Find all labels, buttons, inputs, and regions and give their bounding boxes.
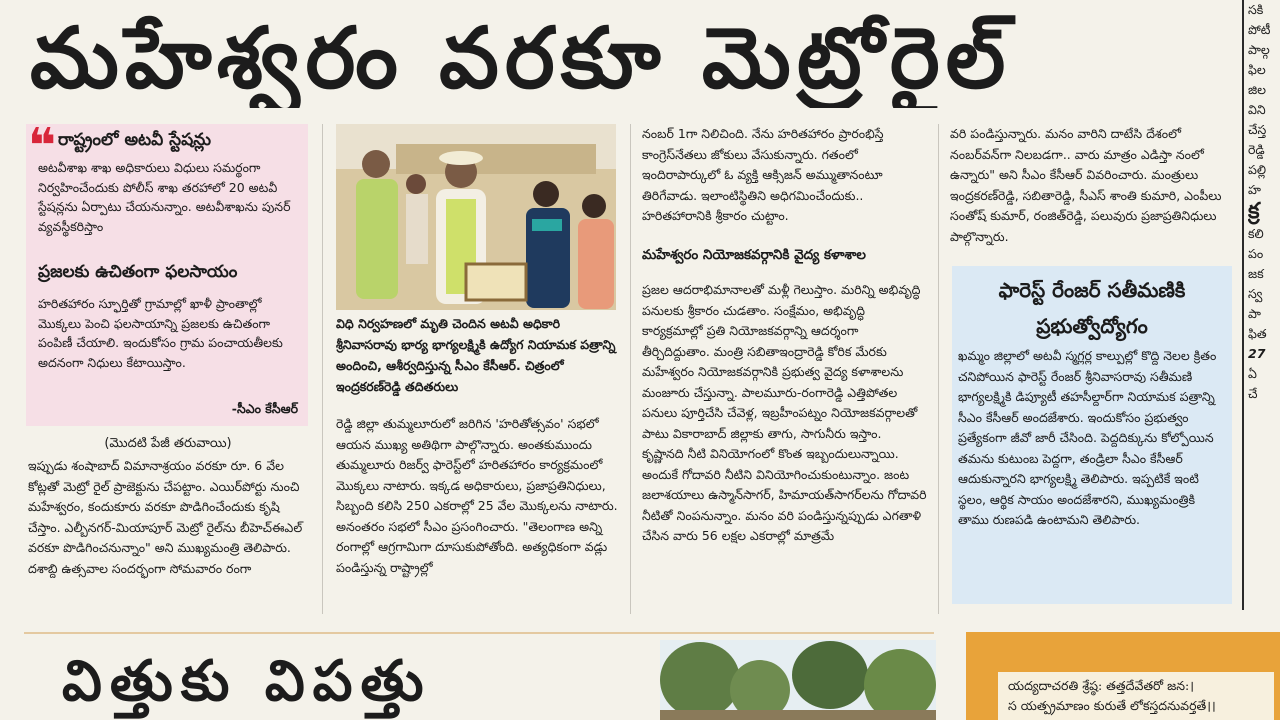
sidebar-box-title: రాష్ట్రంలో అటవీ స్టేషన్లు [58, 130, 212, 150]
sidebar-box-para2: హరితహారం స్ఫూర్తితో గ్రామాల్లో ఖాళీ ప్రాంతాల్లో మొక్కలు పెంచి ఫలసాయాన్ని ప్రజలకు ఉచితంగా పంపిణీ చేయాలి. ఇందుకోసం గ్రామ పంచాయతీలకు అదనంగా నిధులు కేటాయిస్తాం. [38, 296, 283, 370]
adjacent-article-strip: సకి పోటీ పాల్గ ఫిల జిల విని చేస్త రెడ్డి పల్లి హ క్ర కలి పం జక స్వ పా ఫిత 27 ఏ చే [1248, 2, 1271, 401]
article-column-3-top: నంబర్ 1గా నిలిచింది. నేను హరితహారం ప్రారంభిస్తే కాంగ్రెస్‌నేతలు జోకులు వేసుకున్నారు. గతంలో ఇందిరాపార్కులో ఓ వ్యక్తి ఆక్సిజన్ అమ్ముతానంటూ తిరిగేవాడు. ఇలాంటిస్థితిని అధిగమించేందుకు.. హరితహారానికి శ్రీకారం చుట్టాం. [642, 126, 884, 223]
trees-photo [660, 640, 936, 720]
article-column-3-body: ప్రజల ఆదరాభిమానాలతో మళ్లీ గెలుస్తాం. మరిన్ని అభివృద్ధి పనులకు శ్రీకారం చుడతాం. సంక్షేమం, అభివృద్ధి కార్యక్రమాల్లో ప్రతి నియోజకవర్గాన్ని ఆదర్శంగా తీర్చిదిద్దుతాం. మంత్రి సబితాఇంద్రారెడ్డి కోరిక మేరకు మహేశ్వరం నియోజకవర్గానికి ప్రభుత్వ వైద్య కళాశాలను మంజూరు చేస్తున్నా. పాలమూరు-రంగారెడ్డి ఎత్తిపోతల పనులు పూర్తిచేసి చేవెళ్ల, ఇబ్రహీంపట్నం నియోజకవర్గాలతో పాటు వికారాబాద్ జిల్లాకు తాగు, సాగునీరు ఇస్తాం. కృష్ణానది నీటి వినియోగంలో కొంత ఇబ్బందులున్నాయి. అందుకే గోదావరి నీటిని వినియోగించుకుంటున్నాం. జంట జలాశయాలు ఉస్మాన్‌సాగర్, హిమాయత్‌సాగర్‌లను గోదావరి నీటితో నింపనున్నాం. మనం వరి పండిస్తున్నప్పుడు ఎగతాళి చేసిన వారు 56 లక్షల ఎకరాల్లో మాత్రమే [642, 282, 927, 543]
quote-mark-icon: ❝ [28, 118, 57, 174]
sidebar-box-subtitle: ప్రజలకు ఉచితంగా ఫలసాయం [38, 262, 238, 282]
column-divider [630, 124, 631, 614]
forest-ranger-box-body: ఖమ్మం జిల్లాలో అటవీ స్మగ్లర్ల కాల్పుల్లో కొద్ది నెలల క్రితం చనిపోయిన ఫారెస్ట్ రేంజర్ శ్రీనివాసరావు సతీమణి భాగ్యలక్ష్మికి డిప్యూటీ తహసీల్దార్‌గా నియామక పత్రాన్ని సీఎం కేసీఆర్ అందజేశారు. ఇందుకోసం ప్రభుత్వం ప్రత్యేకంగా జీవో జారీ చేసింది. పెద్దదిక్కును కోల్పోయిన తమను కుటుంబ పెద్దగా, తండ్రిలా సీఎం కేసీఆర్ ఆదుకున్నారని భాగ్యలక్ష్మి తెలిపారు. ఇప్పటికే ఇంటి స్థలం, ఆర్థిక సాయం అందజేశారని, ముఖ్యమంత్రికి తాము రుణపడి ఉంటామని తెలిపారు. [958, 348, 1217, 527]
column-divider [938, 124, 939, 614]
photo-caption: విధి నిర్వహణలో మృతి చెందిన అటవీ అధికారి శ్రీనివాసరావు భార్య భాగ్యలక్ష్మికి ఉద్యోగ నియామక పత్రాన్ని అందించి, ఆశీర్వదిస్తున్న సీఎం కేసీఆర్. చిత్రంలో ఇంద్రకరణ్‌రెడ్డి తదితరులు [336, 316, 616, 394]
news-photo [336, 124, 616, 310]
sidebar-box-signature: -సీఎం కేసీఆర్ [231, 401, 298, 416]
verse-line-2: స యత్ప్రమాణం కురుతే లోకస్తదనువర్తతే।। [1008, 698, 1216, 713]
page-divider [1242, 0, 1244, 610]
sidebar-box-para1: అటవీశాఖ శాఖ అధికారులు విధులు సమర్థంగా నిర్వహించేందుకు పోలీస్ శాఖ తరహాలో 20 అటవీ స్టేషన్లను ఏర్పాటు చేయనున్నాం. అటవీశాఖను పునర్ వ్యవస్థీకరిస్తాం [38, 160, 291, 234]
bottom-headline: విత్తుకు విపత్తు [62, 649, 432, 714]
verse-line-1: యద్యదాచరతి శ్రేష్ఠ: తత్తదేవేతరో జన:। [1008, 678, 1194, 693]
sanskrit-verse [998, 672, 1274, 720]
article-column-1: ఇప్పుడు శంషాబాద్ విమానాశ్రయం వరకూ రూ. 6 వేల కోట్లతో మెట్రో రైల్ ప్రాజెక్టును చేపట్టాం. ఎయిర్‌పోర్టు నుంచి మహేశ్వరం, కందుకూరు వరకూ పొడిగించేందుకు కృషి చేస్తాం. ఎల్బీనగర్-మియాపూర్ మెట్రో రైల్‌ను బీహెచ్‌ఈఎల్ వరకూ పొడిగించనున్నాం" అని ముఖ్యమంత్రి తెలిపారు. దశాబ్ది ఉత్సవాల సందర్భంగా సోమవారం రంగా [28, 458, 303, 576]
forest-ranger-box-title [952, 272, 1232, 344]
article-column-4-top: వరి పండిస్తున్నారు. మనం వారిని దాటేసి దేశంలో నంబర్‌వన్‌గా నిలబడగా.. వారు మాత్రం ఎడిస్తా నంలో ఉన్నారు" అని సీఎం కేసీఆర్ వివరించారు. మంత్రులు ఇంద్రకరణ్‌రెడ్డి, సబితారెడ్డి, సీఎస్ శాంతి కుమారి, ఎంపీలు సంతోష్ కుమార్, రంజిత్‌రెడ్డి, పలువురు ప్రజాప్రతినిధులు పాల్గొన్నారు. [950, 126, 1222, 244]
forest-ranger-title-line2: ప్రభుత్వోద్యోగం [1036, 314, 1148, 338]
section-rule [24, 632, 934, 634]
article-column-2: రెడ్డి జిల్లా తుమ్మలూరులో జరిగిన 'హరితోత్సవం' సభలో ఆయన ముఖ్య అతిథిగా పాల్గొన్నారు. అంతకుముందు తుమ్మలూరు రిజర్వ్ ఫారెస్ట్‌లో హరితహారం కార్యక్రమంలో మొక్కలు నాటారు. ఇక్కడ అధికారులు, ప్రజాప్రతినిధులు, సిబ్బంది కలిసి 250 ఎకరాల్లో 25 వేల మొక్కలను నాటారు. అనంతరం సభలో సీఎం ప్రసంగించారు. "తెలంగాణ అన్ని రంగాల్లో ఆగ్రగామిగా దూసుకుపోతోంది. అత్యధికంగా వడ్లు పండిస్తున్న రాష్ట్రాల్లో [336, 416, 618, 575]
article-subheading: మహేశ్వరం నియోజకవర్గానికి వైద్య కళాశాల [642, 247, 866, 263]
continued-label: (మొదటి పేజీ తరువాయి) [104, 436, 232, 451]
forest-ranger-title-line1: ఫారెస్ట్ రేంజర్ సతీమణికి [998, 278, 1186, 302]
column-divider [322, 124, 323, 614]
main-headline: మహేశ్వరం వరకూ మెట్రోరైల్ [30, 9, 1012, 107]
